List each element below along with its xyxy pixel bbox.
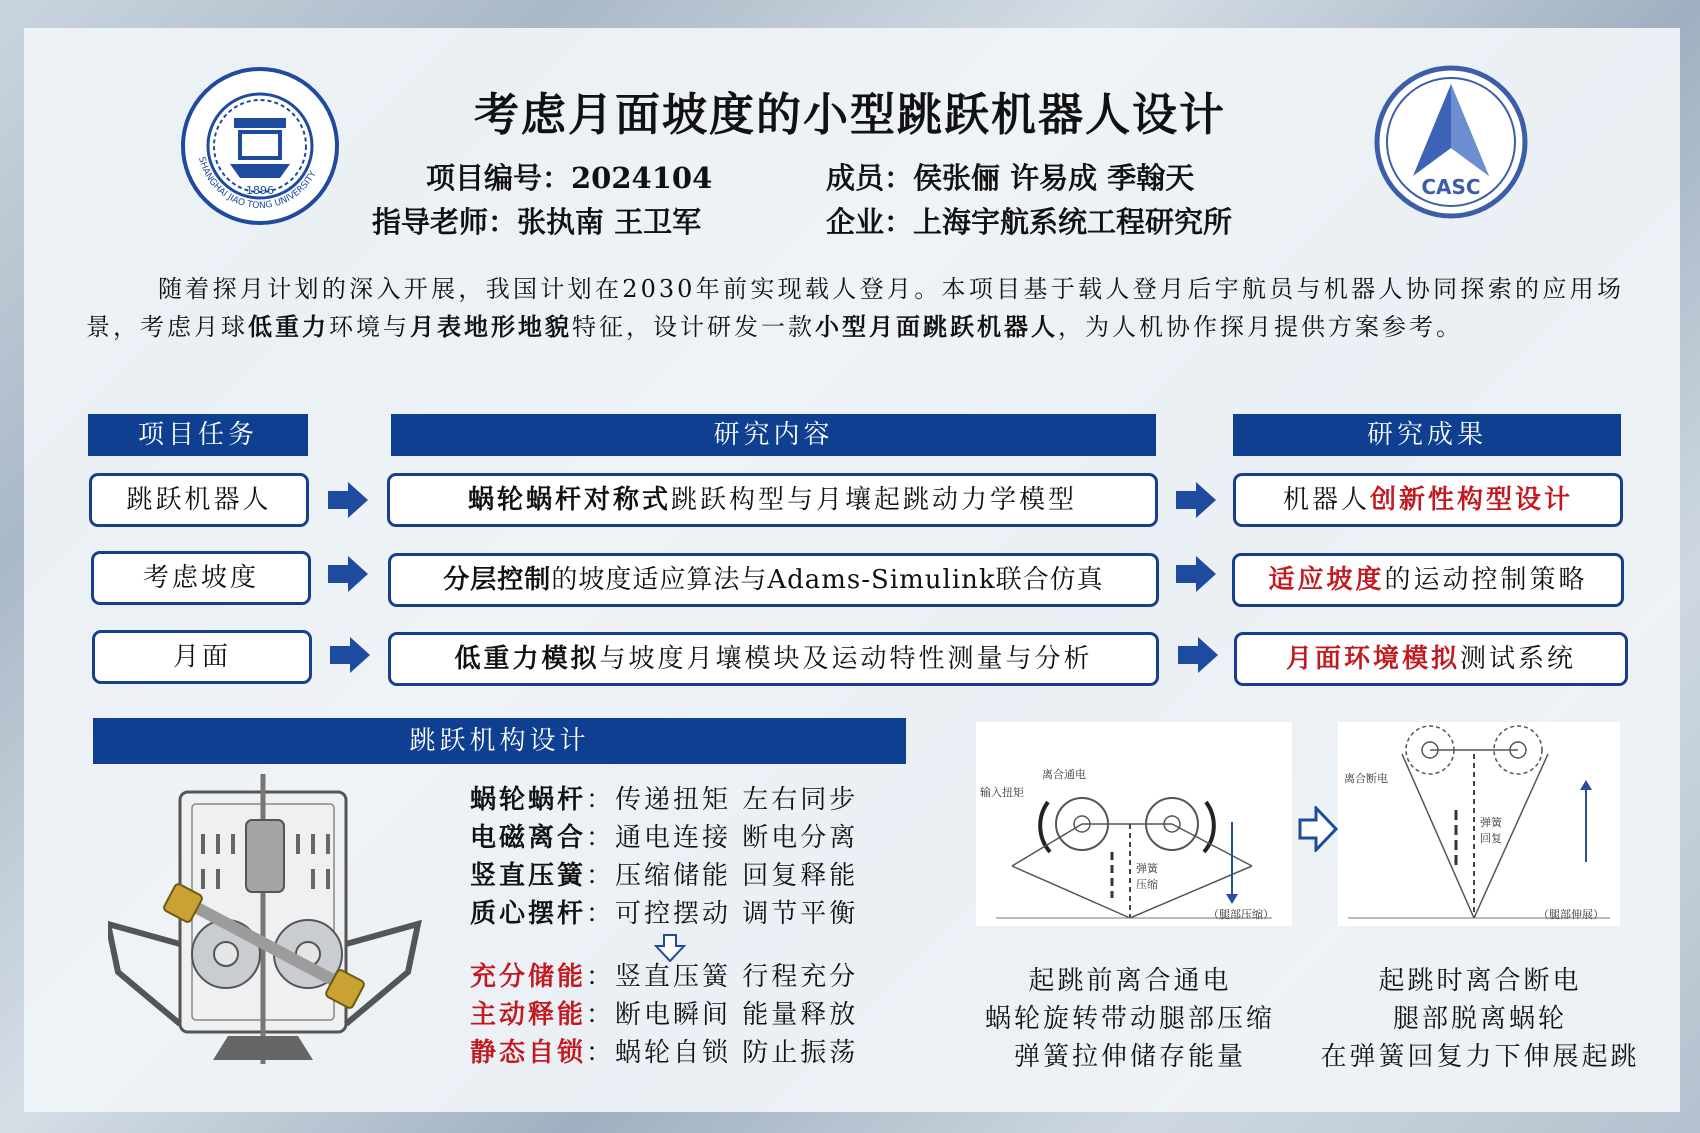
mechanism-key: 蜗轮蜗杆 bbox=[470, 785, 587, 815]
mechanism-key: 电磁离合 bbox=[470, 823, 587, 853]
svg-text:输入扭矩: 输入扭矩 bbox=[980, 786, 1024, 799]
research-text: 的坡度适应算法与Adams-Simulink联合仿真 bbox=[551, 565, 1104, 595]
svg-text:离合通电: 离合通电 bbox=[1042, 768, 1086, 781]
result-highlight: 适应坡度 bbox=[1268, 565, 1385, 595]
compression-diagram bbox=[976, 722, 1292, 926]
research-bold: 蜗轮蜗杆对称式 bbox=[467, 485, 671, 515]
mechanism-list bbox=[470, 781, 858, 933]
result-text: 测试系统 bbox=[1460, 644, 1577, 674]
mechanism-value: ：通电连接 断电分离 bbox=[586, 823, 859, 853]
research-box bbox=[388, 632, 1159, 686]
arrow-right-icon bbox=[1176, 482, 1216, 518]
arrow-right-outline-icon bbox=[1298, 806, 1338, 852]
task-label: 考虑坡度 bbox=[142, 563, 259, 593]
result-box bbox=[1234, 632, 1628, 686]
svg-text:（腿部伸展）: （腿部伸展） bbox=[1538, 908, 1604, 921]
research-box bbox=[387, 473, 1158, 527]
header-results: 研究成果 bbox=[1233, 414, 1621, 456]
intro-text: 随着探月计划的深入开展，我国计划在2030年前实现载人登月。本项目基于载人登月后宇航员与机器人协同探索的应用场景，考虑月球 bbox=[86, 275, 1624, 341]
caption-line: 在弹簧回复力下伸展起跳 bbox=[1320, 1042, 1640, 1072]
research-text: 与坡度月壤模块及运动特性测量与分析 bbox=[599, 644, 1093, 674]
research-box bbox=[388, 553, 1159, 607]
extension-diagram bbox=[1338, 722, 1620, 926]
research-text: 跳跃构型与月壤起跳动力学模型 bbox=[671, 485, 1078, 515]
arrow-right-icon bbox=[1176, 556, 1216, 592]
arrow-right-icon bbox=[330, 637, 370, 673]
header-research: 研究内容 bbox=[391, 414, 1156, 456]
mechanism-item bbox=[470, 857, 858, 895]
caption-line: 起跳时离合断电 bbox=[1378, 966, 1582, 996]
caption-line: 蜗轮旋转带动腿部压缩 bbox=[984, 1004, 1275, 1034]
arrow-right-icon bbox=[1178, 637, 1218, 673]
feature-list bbox=[470, 958, 858, 1072]
arrow-right-icon bbox=[328, 482, 368, 518]
intro-bold: 小型月面跳跃机器人 bbox=[815, 312, 1058, 341]
task-box bbox=[91, 551, 311, 605]
feature-key: 主动释能 bbox=[470, 1000, 587, 1030]
result-box bbox=[1232, 553, 1624, 607]
intro-text: 环境与 bbox=[329, 313, 410, 341]
feature-value: ：断电瞬间 能量释放 bbox=[586, 1000, 859, 1030]
svg-text:CASC: CASC bbox=[1421, 175, 1481, 199]
feature-key: 充分储能 bbox=[470, 962, 587, 992]
research-bold: 低重力模拟 bbox=[454, 644, 600, 674]
caption-line: 起跳前离合通电 bbox=[1028, 966, 1232, 996]
mechanism-item bbox=[470, 819, 858, 857]
intro-bold: 低重力 bbox=[248, 312, 329, 341]
svg-text:（腿部压缩）: （腿部压缩） bbox=[1208, 908, 1274, 921]
mechanism-item bbox=[470, 895, 858, 933]
result-highlight: 创新性构型设计 bbox=[1370, 485, 1574, 515]
caption-during-jump bbox=[1300, 962, 1660, 1076]
caption-line: 腿部脱离蜗轮 bbox=[1392, 1004, 1567, 1034]
svg-text:压缩: 压缩 bbox=[1136, 878, 1158, 891]
result-text: 的运动控制策略 bbox=[1384, 565, 1588, 595]
task-box bbox=[89, 473, 309, 527]
intro-text: ，为人机协作探月提供方案参考。 bbox=[1058, 313, 1463, 341]
robot-mechanism-image bbox=[108, 774, 428, 1074]
result-highlight: 月面环境模拟 bbox=[1285, 644, 1460, 674]
mechanism-item bbox=[470, 781, 858, 819]
intro-bold: 月表地形地貌 bbox=[410, 312, 572, 341]
mechanism-value: ：传递扭矩 左右同步 bbox=[586, 785, 859, 815]
caption-before-jump bbox=[950, 962, 1310, 1076]
task-box bbox=[92, 630, 312, 684]
intro-paragraph bbox=[86, 270, 1624, 346]
svg-text:弹簧: 弹簧 bbox=[1480, 816, 1502, 829]
poster-title: 考虑月面坡度的小型跳跃机器人设计 bbox=[473, 88, 1226, 141]
feature-item bbox=[470, 1034, 858, 1072]
feature-key: 静态自锁 bbox=[470, 1038, 587, 1068]
mechanism-key: 质心摆杆 bbox=[470, 899, 587, 929]
header-tasks: 项目任务 bbox=[88, 414, 308, 456]
feature-value: ：竖直压簧 行程充分 bbox=[586, 962, 859, 992]
feature-item bbox=[470, 958, 858, 996]
members: 成员：侯张俪 许易成 季翰天 bbox=[826, 161, 1195, 195]
research-bold: 分层控制 bbox=[443, 565, 552, 595]
advisors: 指导老师：张执南 王卫军 bbox=[372, 205, 702, 239]
result-box bbox=[1233, 473, 1623, 527]
svg-text:1896: 1896 bbox=[246, 184, 274, 197]
header-mechanism: 跳跃机构设计 bbox=[93, 718, 906, 764]
svg-text:弹簧: 弹簧 bbox=[1136, 862, 1158, 875]
svg-text:回复: 回复 bbox=[1480, 832, 1502, 845]
svg-text:离合断电: 离合断电 bbox=[1344, 772, 1388, 785]
caption-line: 弹簧拉伸储存能量 bbox=[1013, 1042, 1246, 1072]
task-label: 跳跃机器人 bbox=[126, 485, 272, 515]
mechanism-key: 竖直压簧 bbox=[470, 861, 587, 891]
intro-text: 特征，设计研发一款 bbox=[572, 313, 815, 341]
feature-value: ：蜗轮自锁 防止振荡 bbox=[586, 1038, 859, 1068]
mechanism-value: ：可控摆动 调节平衡 bbox=[586, 899, 859, 929]
feature-item bbox=[470, 996, 858, 1034]
svg-text:SHANGHAI JIAO TONG UNIVERSITY: SHANGHAI JIAO TONG UNIVERSITY bbox=[196, 155, 319, 212]
mechanism-value: ：压缩储能 回复释能 bbox=[586, 861, 859, 891]
company: 企业：上海宇航系统工程研究所 bbox=[826, 205, 1233, 239]
arrow-right-icon bbox=[328, 556, 368, 592]
project-number: 项目编号：2024104 bbox=[426, 161, 713, 195]
result-text: 机器人 bbox=[1282, 485, 1370, 515]
task-label: 月面 bbox=[172, 642, 231, 672]
